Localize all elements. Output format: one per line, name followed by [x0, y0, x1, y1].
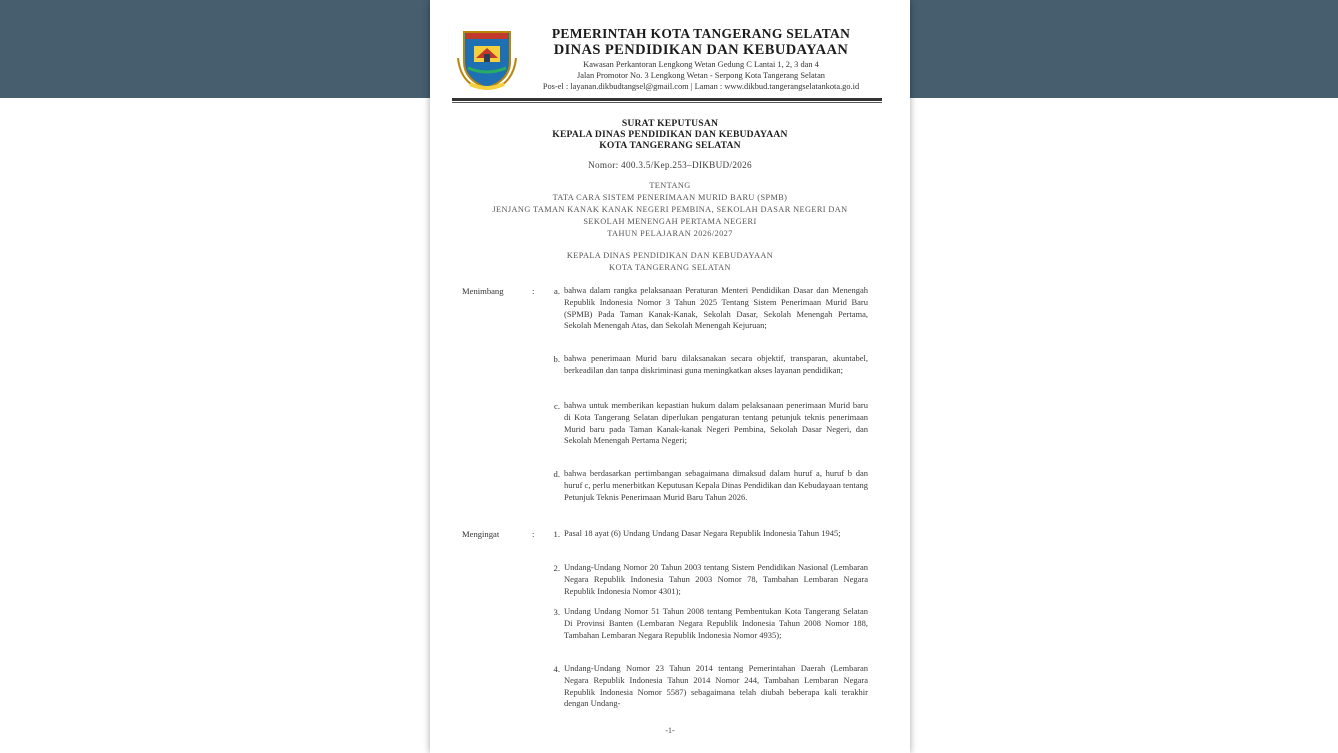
city-crest-icon — [456, 28, 518, 92]
mengingat-item-4: Undang-Undang Nomor 23 Tahun 2014 tentang Pemerintahan Daerah (Lembaran Negara Republik Indonesia Tahun 2014 Nomor 244, Tambahan Lembaran Negara Republik Indonesia Nomor 5587) sebagaimana telah diubah beberapa kali terakhir dengan Undang- — [564, 663, 868, 709]
letterhead-contact: Pos-el : layanan.dikbudtangsel@gmail.com | Laman : www.dikbud.tangerangselatankota.go.id — [542, 82, 860, 91]
menimbang-colon: : — [532, 286, 535, 296]
decree-city: KOTA TANGERANG SELATAN — [599, 140, 741, 151]
menimbang-mark-d: d. — [553, 469, 560, 479]
document-page — [430, 0, 910, 753]
letterhead-address-line1: Kawasan Perkantoran Lengkong Wetan Gedung C Lantai 1, 2, 3 dan 4 — [583, 60, 819, 69]
subject-label: TENTANG — [649, 181, 691, 190]
signatory-line2: KOTA TANGERANG SELATAN — [609, 263, 731, 272]
menimbang-mark-b: b. — [553, 354, 560, 364]
letterhead-address-line2: Jalan Promotor No. 3 Lengkong Wetan - Serpong Kota Tangerang Selatan — [577, 71, 825, 80]
menimbang-mark-a: a. — [554, 286, 560, 296]
menimbang-label: Menimbang — [462, 286, 504, 296]
menimbang-mark-c: c. — [554, 401, 560, 411]
signatory-line1: KEPALA DINAS PENDIDIKAN DAN KEBUDAYAAN — [566, 251, 774, 260]
mengingat-mark-3: 3. — [553, 607, 560, 617]
letterhead-department: DINAS PENDIDIKAN DAN KEBUDAYAAN — [553, 42, 849, 58]
mengingat-mark-4: 4. — [553, 664, 560, 674]
mengingat-colon: : — [532, 529, 535, 539]
mengingat-mark-2: 2. — [553, 563, 560, 573]
letterhead-government: PEMERINTAH KOTA TANGERANG SELATAN — [551, 26, 851, 41]
mengingat-label: Mengingat — [462, 529, 500, 539]
letterhead-rule-thin — [452, 102, 882, 103]
mengingat-item-3: Undang Undang Nomor 51 Tahun 2008 tentang Pembentukan Kota Tangerang Selatan Di Provinsi Banten (Lembaran Negara Republik Indonesia Tahun 2008 Nomor 188, Tambahan Lembaran Negara Republik Indonesia Nomor 4935); — [564, 606, 868, 640]
mengingat-item-2: Undang-Undang Nomor 20 Tahun 2003 tentang Sistem Pendidikan Nasional (Lembaran Negara Republik Indonesia Tahun 2003 Nomor 78, Tambahan Lembaran Negara Republik Indonesia Nomor 4301); — [564, 562, 868, 596]
page-number: -1- — [665, 726, 675, 735]
decree-type: SURAT KEPUTUSAN — [621, 118, 719, 129]
subject-line2: JENJANG TAMAN KANAK KANAK NEGERI PEMBINA, SEKOLAH DASAR NEGERI DAN — [492, 205, 848, 214]
subject-line4: TAHUN PELAJARAN 2026/2027 — [607, 229, 733, 238]
decree-issuer: KEPALA DINAS PENDIDIKAN DAN KEBUDAYAAN — [552, 129, 788, 140]
subject-line1: TATA CARA SISTEM PENERIMAAN MURID BARU (SPMB) — [552, 193, 788, 202]
mengingat-item-1: Pasal 18 ayat (6) Undang Undang Dasar Negara Republik Indonesia Tahun 1945; — [564, 528, 841, 538]
decree-number: Nomor: 400.3.5/Kep.253–DIKBUD/2026 — [588, 160, 752, 170]
menimbang-item-d: bahwa berdasarkan pertimbangan sebagaimana dimaksud dalam huruf a, huruf b dan huruf c, perlu menerbitkan Keputusan Kepala Dinas Pendidikan dan Kebudayaan tentang Petunjuk Teknis Penerimaan Murid Baru Tahun 2026. — [564, 468, 868, 502]
menimbang-item-c: bahwa untuk memberikan kepastian hukum dalam pelaksanaan penerimaan Murid baru di Kota Tangerang Selatan diperlukan pengaturan tentang petunjuk teknis penerimaan Murid baru pada Taman Kanak-kanak Negeri Pembina, Sekolah Dasar Negeri, dan Sekolah Menengah Pertama Negeri; — [564, 400, 868, 446]
subject-line3: SEKOLAH MENENGAH PERTAMA NEGERI — [583, 217, 757, 226]
mengingat-mark-1: 1. — [553, 529, 560, 539]
letterhead-rule-thick — [452, 98, 882, 101]
menimbang-item-b: bahwa penerimaan Murid baru dilaksanakan secara objektif, transparan, akuntabel, berkeadilan dan tanpa diskriminasi guna meningkatkan akses layanan pendidikan; — [564, 353, 868, 375]
menimbang-item-a: bahwa dalam rangka pelaksanaan Peraturan Menteri Pendidikan Dasar dan Menengah Republik Indonesia Nomor 3 Tahun 2025 Tentang Sistem Penerimaan Murid Baru (SPMB) Pada Taman Kanak-Kanak, Sekolah Dasar, Sekolah Menengah Pertama, Sekolah Menengah Atas, dan Sekolah Menengah Kejuruan; — [564, 285, 868, 331]
